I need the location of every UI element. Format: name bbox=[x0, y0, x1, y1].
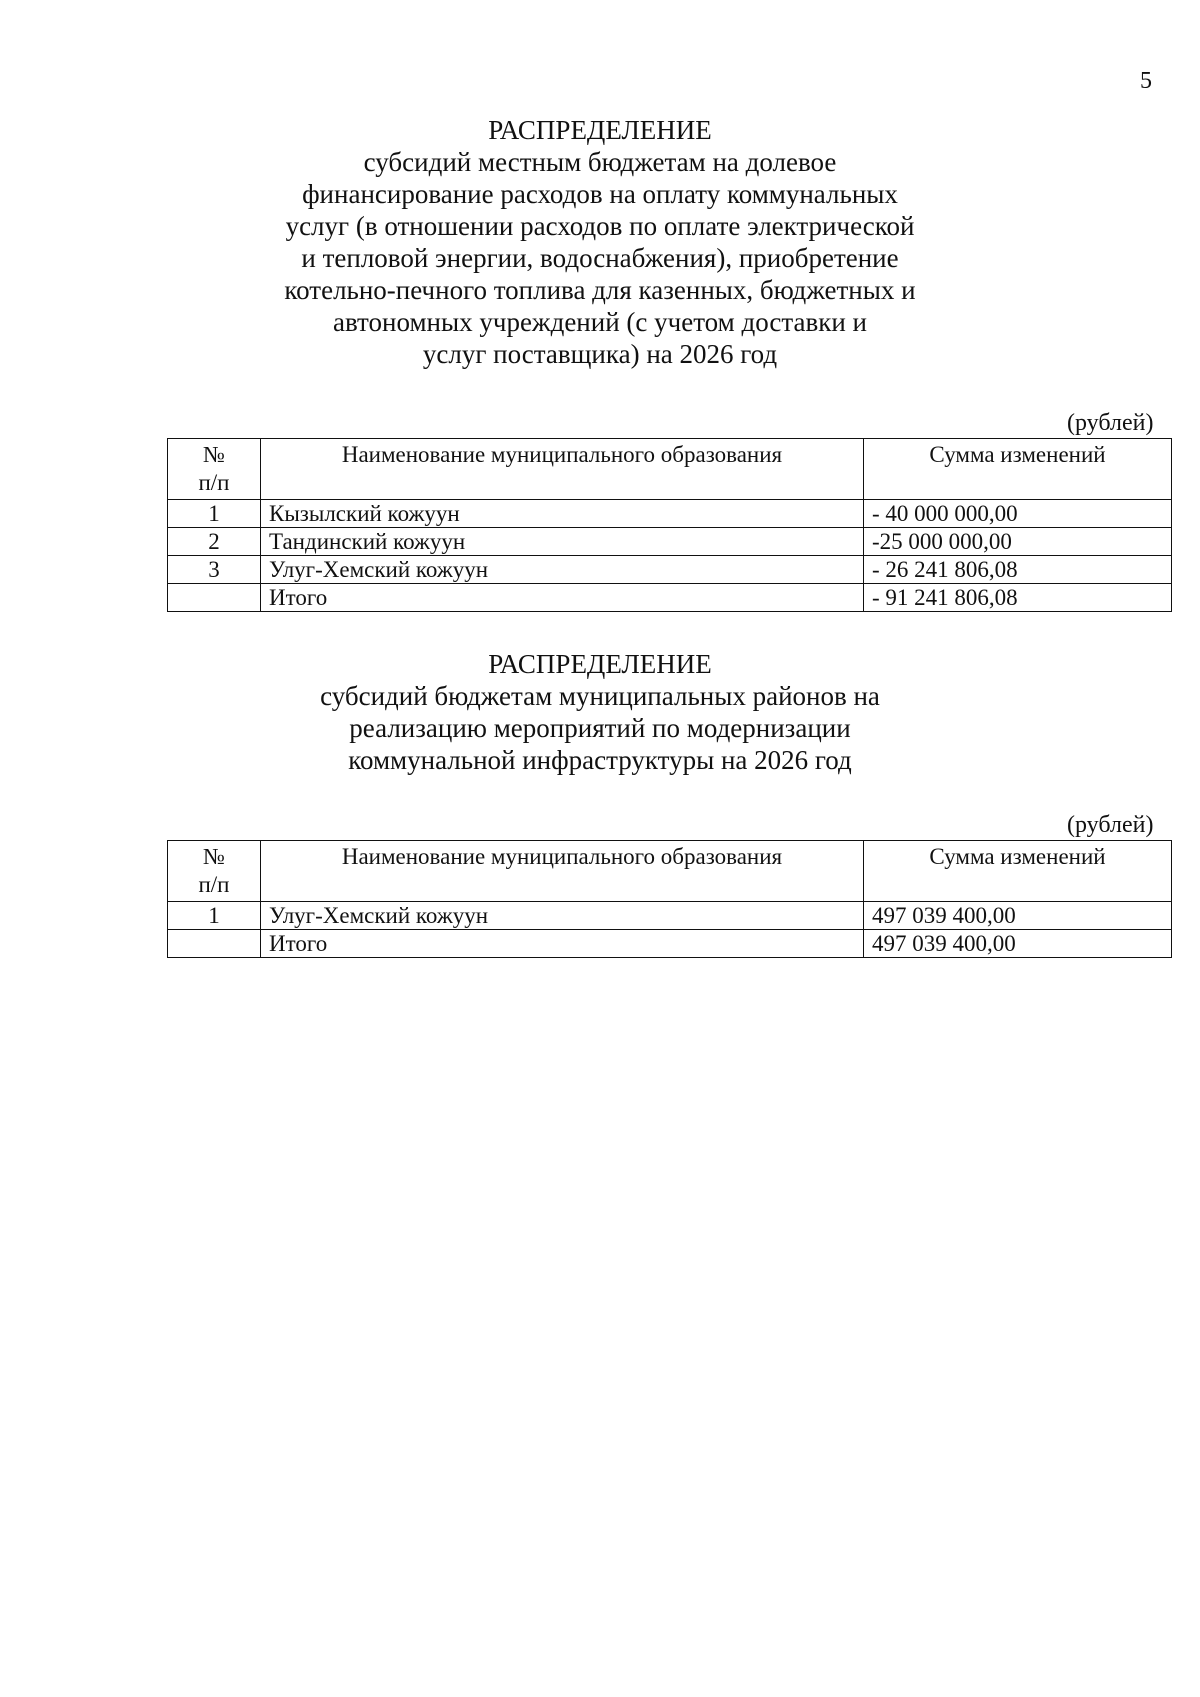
cell-sum: - 26 241 806,08 bbox=[864, 556, 1172, 584]
distribution-section-1 bbox=[0, 114, 1200, 610]
table-total-row bbox=[168, 584, 1172, 612]
units-label: (рублей) bbox=[1067, 812, 1154, 838]
subtitle-line: услуг (в отношении расходов по оплате электрической bbox=[285, 211, 915, 241]
header-num bbox=[168, 841, 261, 902]
subtitle-line: реализацию мероприятий по модернизации bbox=[349, 713, 851, 743]
cell-num bbox=[168, 930, 261, 958]
distribution-table-1 bbox=[167, 438, 1172, 612]
cell-num: 2 bbox=[168, 528, 261, 556]
table-row bbox=[168, 556, 1172, 584]
cell-sum: -25 000 000,00 bbox=[864, 528, 1172, 556]
cell-num bbox=[168, 584, 261, 612]
subtitle-line: коммунальной инфраструктуры на 2026 год bbox=[348, 745, 852, 775]
cell-name: Улуг-Хемский кожуун bbox=[261, 556, 864, 584]
header-num bbox=[168, 439, 261, 500]
section-2-heading: РАСПРЕДЕЛЕНИЕ bbox=[488, 649, 712, 679]
subtitle-line: финансирование расходов на оплату коммунальных bbox=[302, 179, 898, 209]
units-label: (рублей) bbox=[1067, 410, 1154, 436]
section-1-heading: РАСПРЕДЕЛЕНИЕ bbox=[488, 115, 712, 145]
cell-num: 1 bbox=[168, 902, 261, 930]
subtitle-line: автономных учреждений (с учетом доставки и bbox=[333, 307, 867, 337]
header-sum: Сумма изменений bbox=[864, 439, 1172, 500]
header-num-symbol: № bbox=[203, 442, 225, 467]
table-header-row bbox=[168, 841, 1172, 902]
cell-sum: - 91 241 806,08 bbox=[864, 584, 1172, 612]
cell-name: Тандинский кожуун bbox=[261, 528, 864, 556]
cell-sum: 497 039 400,00 bbox=[864, 902, 1172, 930]
header-name: Наименование муниципального образования bbox=[261, 439, 864, 500]
table-header-row bbox=[168, 439, 1172, 500]
cell-sum: 497 039 400,00 bbox=[864, 930, 1172, 958]
cell-sum: - 40 000 000,00 bbox=[864, 500, 1172, 528]
subtitle-line: и тепловой энергии, водоснабжения), приобретение bbox=[301, 243, 899, 273]
subtitle-line: субсидий местным бюджетам на долевое bbox=[363, 147, 837, 177]
cell-name: Кызылский кожуун bbox=[261, 500, 864, 528]
section-2-subtitle bbox=[0, 680, 1200, 776]
header-name: Наименование муниципального образования bbox=[261, 841, 864, 902]
subtitle-line: котельно-печного топлива для казенных, бюджетных и bbox=[284, 275, 916, 305]
table-row bbox=[168, 500, 1172, 528]
cell-num: 3 bbox=[168, 556, 261, 584]
distribution-table-2 bbox=[167, 840, 1172, 958]
table-total-row bbox=[168, 930, 1172, 958]
distribution-section-2 bbox=[0, 648, 1200, 956]
cell-name: Улуг-Хемский кожуун bbox=[261, 902, 864, 930]
page-number: 5 bbox=[1140, 68, 1152, 94]
header-num-abbr: п/п bbox=[198, 872, 230, 897]
section-1-subtitle bbox=[0, 146, 1200, 370]
cell-num: 1 bbox=[168, 500, 261, 528]
table-row bbox=[168, 902, 1172, 930]
cell-name: Итого bbox=[261, 930, 864, 958]
table-row bbox=[168, 528, 1172, 556]
header-num-abbr: п/п bbox=[198, 470, 230, 495]
header-num-symbol: № bbox=[203, 844, 225, 869]
cell-name: Итого bbox=[261, 584, 864, 612]
subtitle-line: субсидий бюджетам муниципальных районов на bbox=[320, 681, 880, 711]
subtitle-line: услуг поставщика) на 2026 год bbox=[422, 339, 778, 369]
header-sum: Сумма изменений bbox=[864, 841, 1172, 902]
